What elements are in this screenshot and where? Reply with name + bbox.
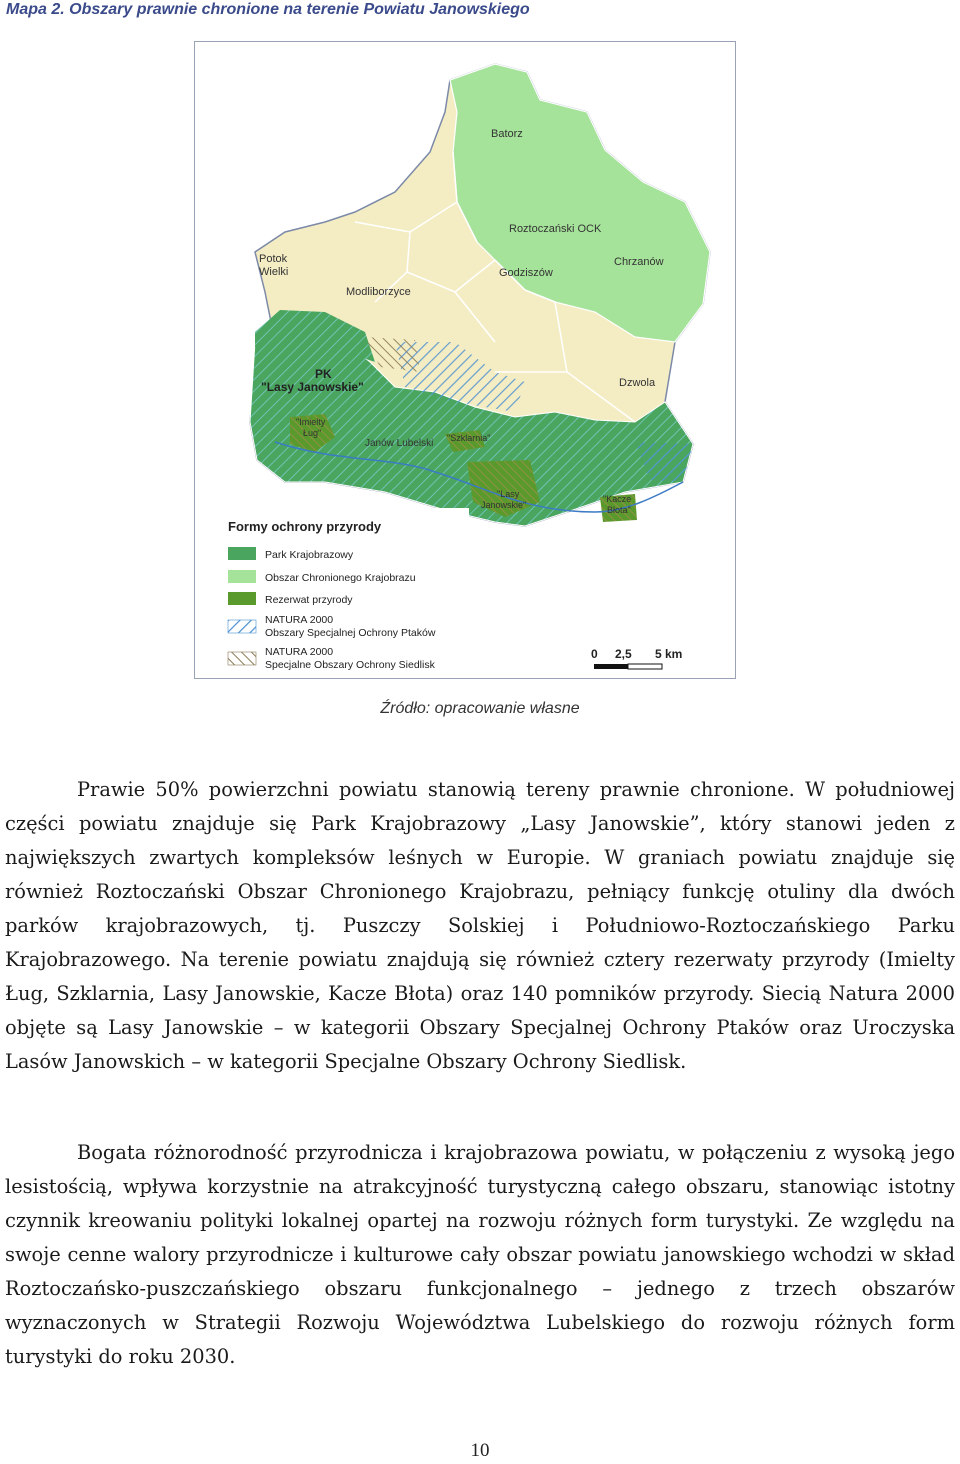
label-janow: Janów Lubelski	[365, 438, 434, 449]
legend-label-ock: Obszar Chronionego Krajobrazu	[265, 572, 416, 584]
label-imielty-1: "Imielty	[296, 417, 326, 427]
label-kacze-2: Błota"	[607, 505, 631, 515]
label-imielty-2: Ług"	[303, 428, 322, 438]
label-chrzanow: Chrzanów	[614, 256, 664, 268]
label-modliborzyce: Modliborzyce	[346, 286, 411, 298]
label-lasy-res-1: "Lasy	[497, 489, 520, 499]
label-batorz: Batorz	[491, 128, 523, 140]
label-potok-2: Wielki	[259, 266, 289, 278]
legend-swatch-park	[228, 547, 256, 560]
map-legend	[219, 508, 469, 678]
scale-seg-1	[594, 664, 628, 669]
label-dzwola: Dzwola	[619, 377, 656, 389]
label-pk-2: "Lasy Janowskie"	[261, 380, 364, 394]
label-szklarnia: "Szklarnia"	[447, 433, 491, 443]
scale-label-0: 0	[591, 647, 598, 661]
legend-title: Formy ochrony przyrody	[228, 519, 382, 534]
label-godziszow: Godziszów	[499, 267, 553, 279]
label-pk-1: PK	[315, 367, 332, 381]
legend-label-birds-2: Obszary Specjalnej Ochrony Ptaków	[265, 627, 436, 639]
map-source: Źródło: opracowanie własne	[380, 700, 580, 717]
label-lasy-res-2: Janowskie"	[481, 500, 527, 510]
paragraph-1-text: Prawie 50% powierzchni powiatu stanowią tereny prawnie chronione. W południowej części powiatu znajduje się Park Krajobrazowy „Lasy Janowskie”, który stanowi jeden z największych zwartych kompleksów leśnych w Europie. W graniach powiatu znajduje się również Roztoczański Obszar Chronionego Krajobrazu, pełniący funkcję otuliny dla dwóch parków krajobrazowych, tj. Puszczy Solskiej i Południowo-Roztoczańskiego Parku Krajobrazowego. Na terenie powiatu znajdują się również cztery rezerwaty przyrody (Imielty Ług, Szklarnia, Lasy Janowskie, Kacze Błota) oraz 140 pomników przyrody. Siecią Natura 2000 objęte są Lasy Janowskie – w kategorii Obszary Specjalnej Ochrony Ptaków oraz Uroczyska Lasów Janowskich – w kategorii Specjalne Obszary Ochrony Siedlisk.	[5, 778, 955, 1073]
legend-label-park: Park Krajobrazowy	[265, 549, 354, 561]
scale-bar	[591, 647, 682, 669]
scale-seg-2	[628, 664, 662, 669]
legend-swatch-reserve	[228, 592, 256, 605]
paragraph-protected-areas	[5, 773, 955, 1079]
legend-swatch-ock	[228, 570, 256, 583]
paragraph-2-text: Bogata różnorodność przyrodnicza i krajobrazowa powiatu, w połączeniu z wysoką jego lesistością, wpływa korzystnie na atrakcyjność turystyczną całego obszaru, stanowiąc istotny czynnik kreowaniu polityki lokalnej opartej na rozwoju różnych form turystyki. Ze względu na swoje cenne walory przyrodnicze i kulturowe cały obszar powiatu janowskiego wchodzi w skład Roztoczańsko-puszczańskiego obszaru funkcjonalnego – jednego z trzech obszarów wyznaczonych w Strategii Rozwoju Województwa Lubelskiego do rozwoju różnych form turystyki do roku 2030.	[5, 1141, 955, 1368]
label-roztoczanski-ock: Roztoczański OCK	[509, 223, 602, 235]
legend-label-reserve: Rezerwat przyrody	[265, 594, 353, 606]
legend-swatch-habitat	[228, 652, 256, 665]
page-number: 10	[470, 1440, 490, 1461]
legend-label-habitat-2: Specjalne Obszary Ochrony Siedlisk	[265, 659, 435, 671]
protected-areas-map	[194, 41, 736, 679]
legend-label-birds-1: NATURA 2000	[265, 614, 334, 626]
legend-label-habitat-1: NATURA 2000	[265, 646, 334, 658]
scale-label-2: 5 km	[655, 647, 683, 661]
legend-swatch-birds	[228, 620, 256, 633]
scale-label-1: 2,5	[615, 647, 632, 661]
label-potok-1: Potok	[259, 253, 288, 265]
map-caption: Mapa 2. Obszary prawnie chronione na terenie Powiatu Janowskiego	[6, 1, 530, 18]
paragraph-tourism	[5, 1136, 955, 1374]
label-kacze-1: "Kacze	[603, 494, 632, 504]
